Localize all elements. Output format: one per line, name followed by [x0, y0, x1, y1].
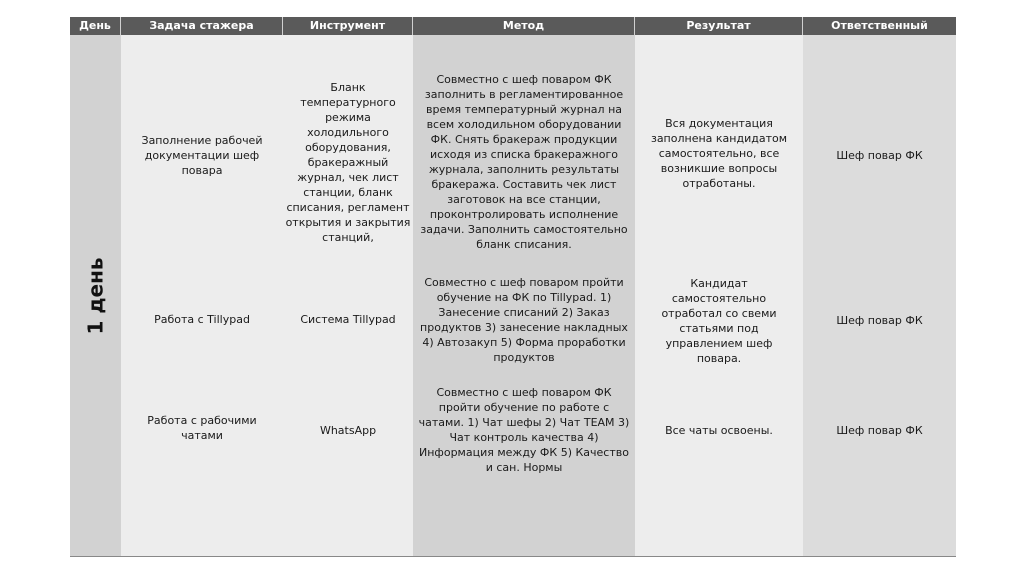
table-bottom-border	[70, 556, 956, 557]
row1-tool: Бланк температурного режима холодильного оборудования, бракеражный журнал, чек лист станции, бланк списания, регламент открытия и закрытия станций,	[285, 80, 411, 244]
row2-task: Работа с Tillypad	[154, 312, 250, 326]
day-label	[70, 35, 121, 557]
header-tool: Инструмент	[283, 17, 413, 35]
row3-task: Работа с рабочими чатами	[147, 414, 257, 442]
training-plan-table	[70, 17, 956, 557]
day-label-text: 1 день	[83, 257, 108, 335]
row3-result: Все чаты освоены.	[665, 423, 773, 437]
row1-task: Заполнение рабочей документации шеф повара	[141, 133, 263, 177]
header-result: Результат	[635, 17, 803, 35]
row2-tool: Система Tillypad	[300, 312, 396, 326]
row1-result: Вся документация заполнена кандидатом самостоятельно, все возникшие вопросы отработаны.	[650, 116, 788, 190]
header-day: День	[70, 17, 121, 35]
header-method: Метод	[413, 17, 635, 35]
row2-method: Совместно с шеф поваром пройти обучение на ФК по Tillypad. 1) Занесение списаний 2) Заказ продуктов 3) занесение накладных 4) Автозакуп 5) Форма проработки продуктов	[420, 276, 628, 364]
header-responsible: Ответственный	[803, 17, 956, 35]
task-column	[121, 35, 283, 557]
row1-method: Совместно с шеф поваром ФК заполнить в регламентированное время температурный журнал на всем холодильном оборудовании ФК. Снять бракераж продукции исходя из списка бракеражного журнала, заполнить результаты бракеража. Составить чек лист заготовок на все станции, проконтролировать исполнение задачи. Заполнить самостоятельно бланк списания.	[420, 73, 628, 251]
row3-tool: WhatsApp	[319, 423, 377, 437]
row2-result: Кандидат самостоятельно отработал со свеми статьями под управлением шеф повара.	[661, 277, 777, 365]
row3-responsible: Шеф повар ФК	[836, 423, 923, 437]
responsible-column	[803, 35, 956, 557]
row1-responsible: Шеф повар ФК	[836, 148, 923, 162]
header-task: Задача стажера	[121, 17, 283, 35]
row3-method: Совместно с шеф поваром ФК пройти обучение по работе с чатами. 1) Чат шефы 2) Чат TEAM 3) Чат контроль качества 4) Информация между ФК 5) Качество и сан. Нормы	[418, 386, 630, 474]
row2-responsible: Шеф повар ФК	[836, 313, 923, 327]
